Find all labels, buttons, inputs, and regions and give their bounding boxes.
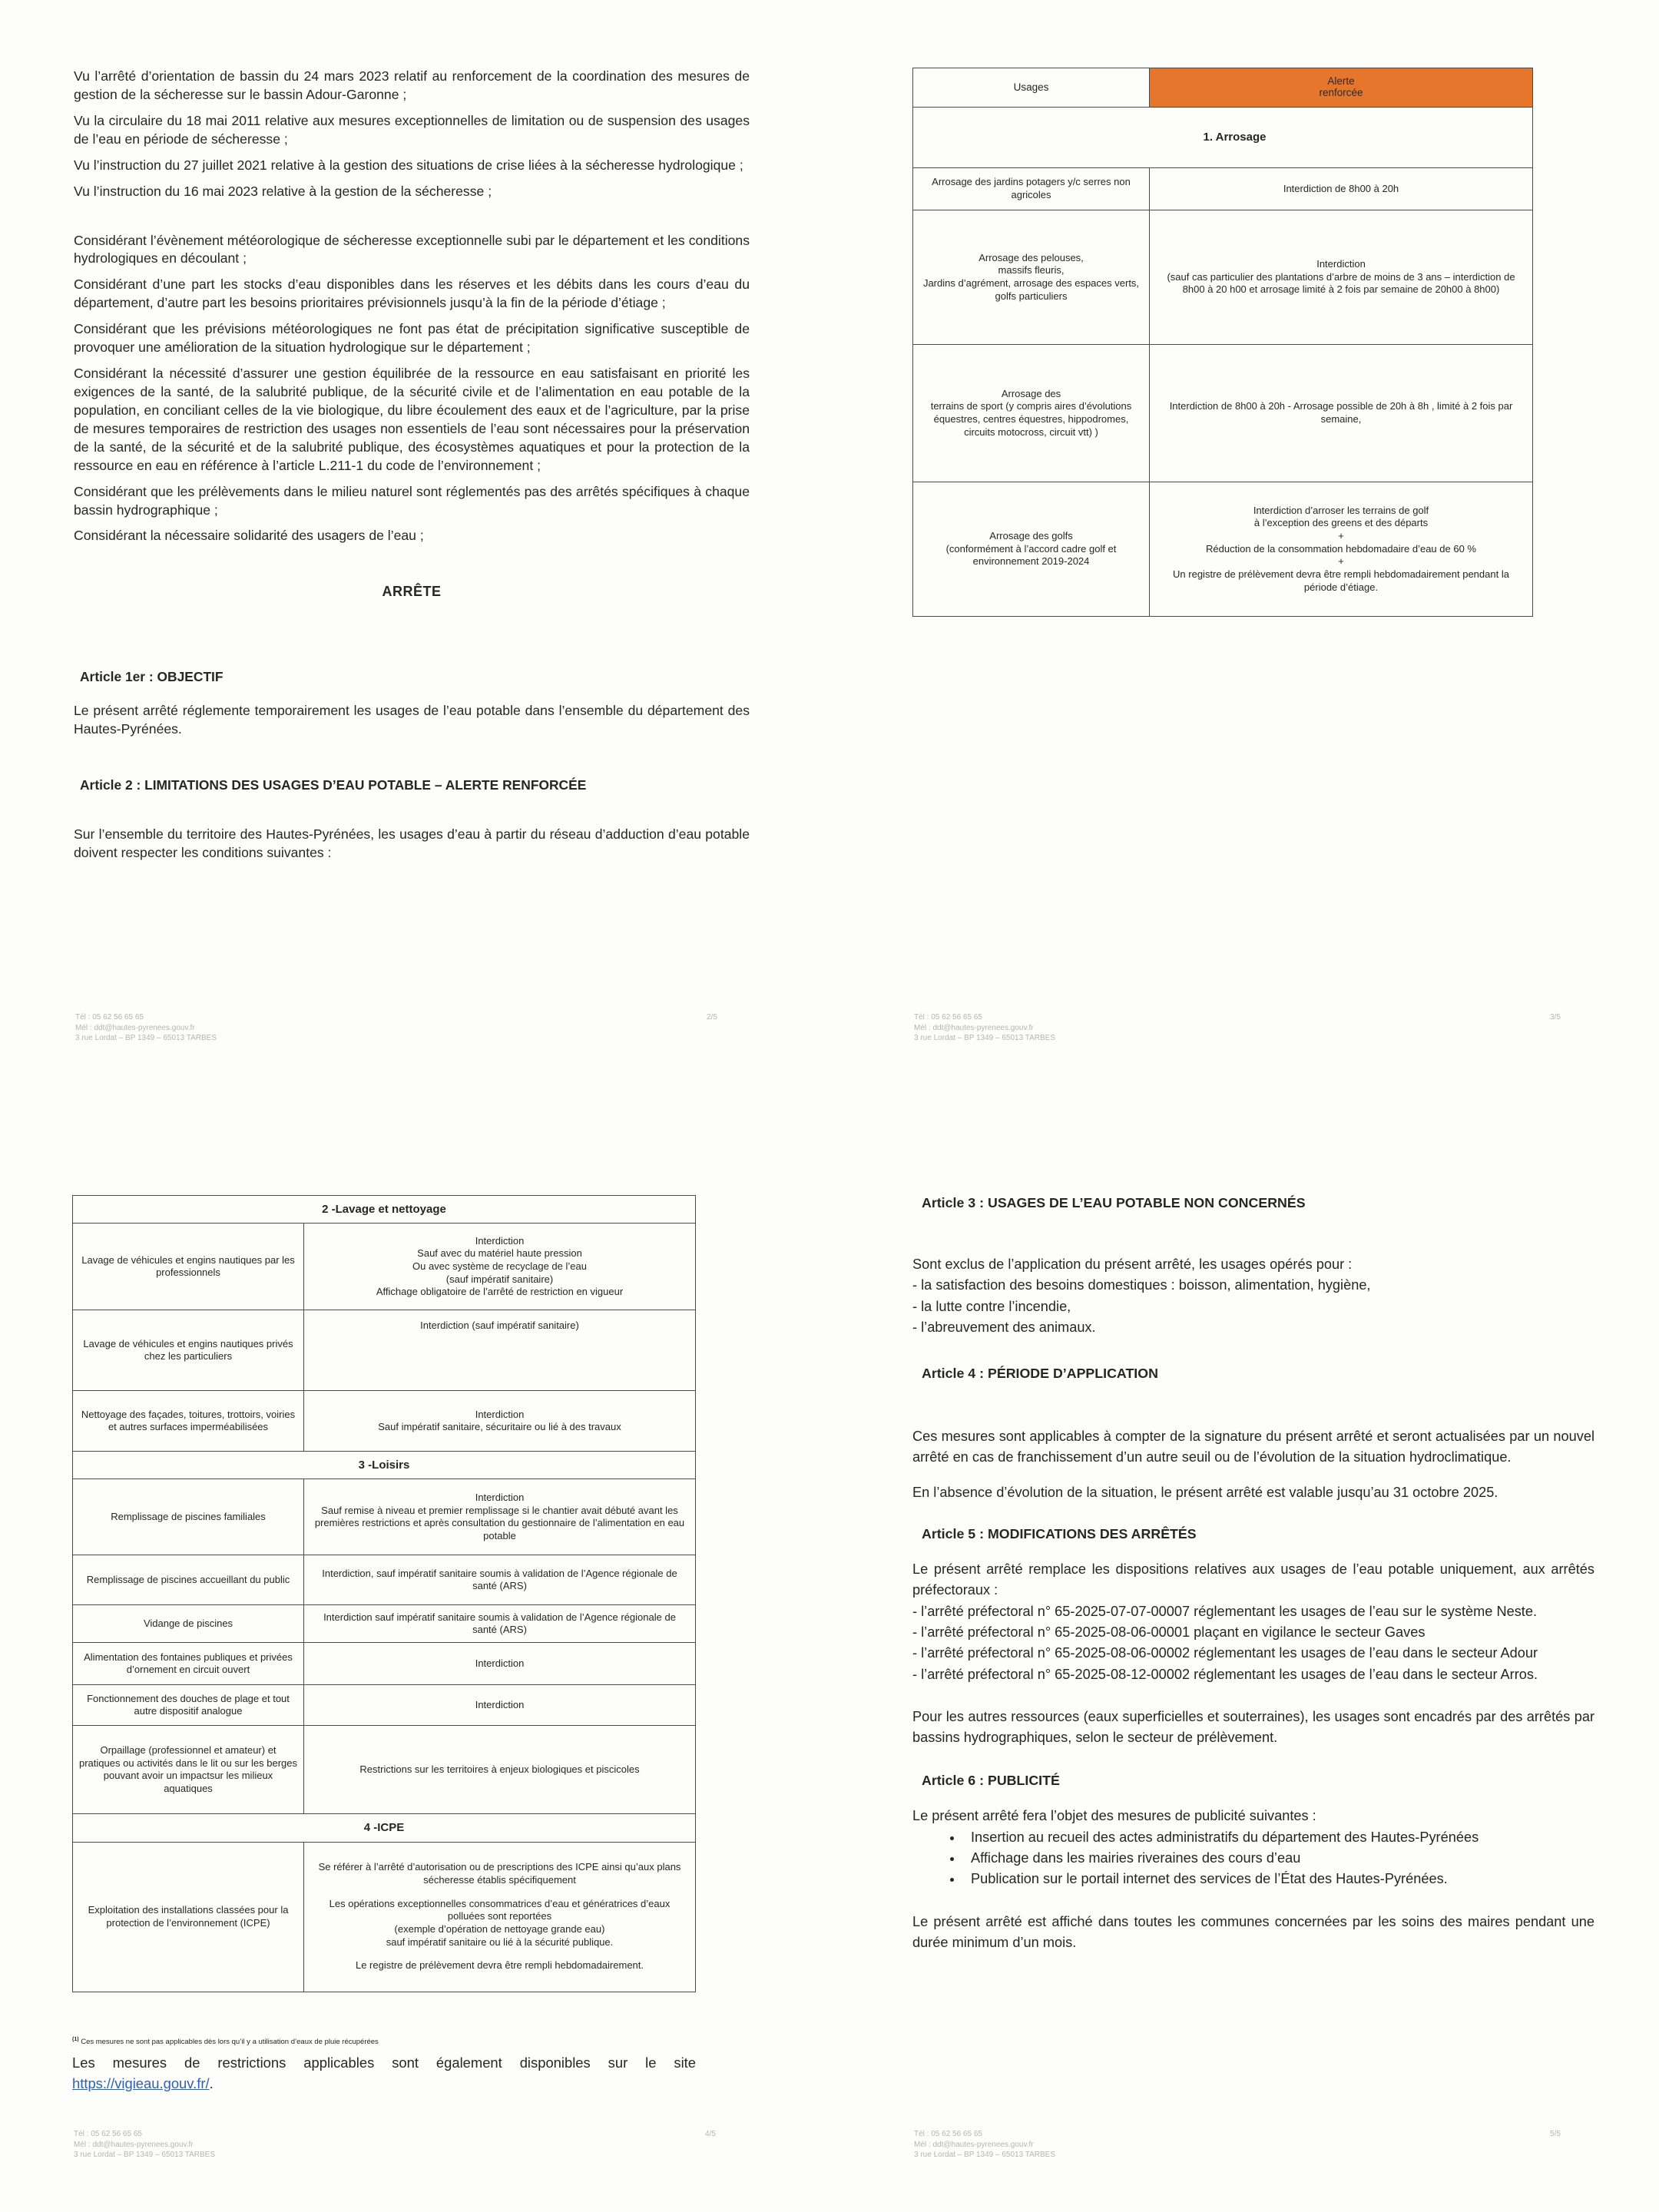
page-2-of-5 — [74, 68, 750, 863]
table-row — [73, 1605, 696, 1643]
rule-cell: Interdiction Sauf avec du matériel haute pression Ou avec système de recyclage de l’eau (sauf impératif sanitaire) Affichage obligatoire de l’arrêté de restriction en vigueur — [304, 1224, 696, 1310]
footer-email: Mél : ddt@hautes-pyrenees.gouv.fr — [914, 2140, 1034, 2149]
usage-cell: Orpaillage (professionnel et amateur) et pratiques ou activités dans le lit ou sur les berges pouvant avoir un impactsur les milieux aquatiques — [73, 1726, 304, 1814]
table-header-row — [913, 68, 1533, 108]
rule-cell: Interdiction Sauf remise à niveau et premier remplissage si le chantier avait débuté avant les premières restrictions et après consultation du gestionnaire de l’alimentation en eau potable — [304, 1479, 696, 1555]
icpe-rule: Le registre de prélèvement devra être rempli hebdomadairement. — [355, 1959, 644, 1972]
article-1-text: Le présent arrêté réglemente temporairement les usages de l’eau potable dans l’ensemble du département des Hautes-Pyrénées. — [74, 703, 750, 737]
page-footer — [914, 2129, 1559, 2161]
list-item: • Publication sur le portail internet des services de l’État des Hautes-Pyrénées. — [963, 1869, 1594, 1889]
usage-cell: Lavage de véhicules et engins nautiques par les professionnels — [73, 1224, 304, 1310]
list-item: - l’arrêté préfectoral n° 65-2025-07-07-00007 réglementant les usages de l’eau sur le système Neste. — [912, 1603, 1538, 1619]
usage-cell: Arrosage des jardins potagers y/c serres non agricoles — [913, 168, 1150, 210]
footer-address: 3 rue Lordat – BP 1349 – 65013 TARBES — [74, 2151, 216, 2159]
rule-cell: Interdiction sauf impératif sanitaire soumis à validation de l’Agence régionale de santé (ARS) — [304, 1605, 696, 1643]
usage-cell: Arrosage des terrains de sport (y compris aires d’évolutions équestres, centres équestres, hippodromes, circuits motocross, circuit vtt) ) — [913, 345, 1150, 482]
article-5-title: Article 5 : MODIFICATIONS DES ARRÊTÉS — [922, 1526, 1197, 1542]
list-item: • Affichage dans les mairies riveraines des cours d’eau — [963, 1848, 1594, 1869]
icpe-rule: Se référer à l’arrêté d’autorisation ou de prescriptions des ICPE ainsi qu’aux plans sécheresse établis spécifiquement — [318, 1861, 681, 1886]
arrosage-restrictions-table — [912, 68, 1533, 617]
table-row — [73, 1391, 696, 1452]
section-arrosage: 1. Arrosage — [1150, 108, 1533, 168]
table-row — [73, 1842, 696, 1992]
page-5-of-5 — [912, 1195, 1594, 1953]
table-row — [73, 1685, 696, 1726]
usage-cell: Vidange de piscines — [73, 1605, 304, 1643]
footer-phone: Tél : 05 62 56 65 65 — [914, 2130, 982, 2138]
usage-cell: Lavage de véhicules et engins nautiques privés chez les particuliers — [73, 1310, 304, 1391]
list-item: - la satisfaction des besoins domestiques : boisson, alimentation, hygiène, — [912, 1277, 1371, 1293]
article-6-title: Article 6 : PUBLICITÉ — [922, 1773, 1060, 1789]
article-6-list — [912, 1827, 1594, 1890]
page-footer — [914, 1012, 1559, 1044]
section-icpe: 4 -ICPE — [73, 1814, 696, 1842]
usage-cell: Alimentation des fontaines publiques et privées d’ornement en circuit ouvert — [73, 1643, 304, 1685]
article-6-p2: Le présent arrêté est affiché dans toutes les communes concernées par les soins des maires pendant une durée minimum d’un mois. — [912, 1913, 1594, 1950]
usage-cell: Remplissage de piscines familiales — [73, 1479, 304, 1555]
header-alerte-renforcee — [1150, 68, 1533, 108]
considerant-clause: Considérant que les prévisions météorologiques ne font pas état de précipitation significative susceptible de provoquer une amélioration de la situation hydrologique sur le département ; — [74, 321, 750, 356]
article-5-intro: Le présent arrêté remplace les dispositions relatives aux usages de l’eau potable uniquement, aux arrêtés préfectoraux : — [912, 1561, 1594, 1598]
rule-cell: Interdiction d’arroser les terrains de golf à l’exception des greens et des départs + Réduction de la consommation hebdomadaire d’eau de 60 % + Un registre de prélèvement devra être rempli hebdomadairement pendant la période d’étiage. — [1150, 482, 1533, 617]
footer-phone: Tél : 05 62 56 65 65 — [74, 2130, 142, 2138]
alert-level-label: Alerte renforcée — [1319, 75, 1363, 98]
considerant-clause: Considérant la nécessaire solidarité des usagers de l’eau ; — [74, 528, 424, 544]
closing-paragraph: Les mesures de restrictions applicables sont également disponibles sur le site https://vigieau.gouv.fr/. — [72, 2054, 696, 2092]
considerant-clause: Considérant l’évènement météorologique de sécheresse exceptionnelle subi par le département et les conditions hydrologiques en découlant ; — [74, 232, 750, 267]
page-3-of-5 — [912, 68, 1533, 617]
article-1-title: Article 1er : OBJECTIF — [80, 669, 224, 685]
list-item: • Insertion au recueil des actes administratifs du département des Hautes-Pyrénées — [963, 1827, 1594, 1848]
rule-cell: Interdiction (sauf cas particulier des plantations d’arbre de moins de 3 ans – interdiction de 8h00 à 20 h00 et arrosage limité à 2 fois par semaine de 20h00 à 8h00) — [1150, 210, 1533, 345]
footnote-text: Ces mesures ne sont pas applicables dès lors qu’il y a utilisation d’eaux de pluie récupérées — [81, 2037, 379, 2046]
section-lavage-nettoyage: 2 -Lavage et nettoyage — [73, 1196, 696, 1224]
table-row — [73, 1224, 696, 1310]
page-number: 4/5 — [705, 2130, 716, 2138]
section-row — [73, 1452, 696, 1479]
usage-cell: Arrosage des pelouses, massifs fleuris, Jardins d’agrément, arrosage des espaces verts, golfs particuliers — [913, 210, 1150, 345]
section-row — [73, 1814, 696, 1842]
article-3-intro: Sont exclus de l’application du présent arrêté, les usages opérés pour : — [912, 1257, 1353, 1272]
footer-email: Mél : ddt@hautes-pyrenees.gouv.fr — [914, 1023, 1034, 1032]
page-number: 5/5 — [1550, 2130, 1561, 2138]
article-5-list — [912, 1601, 1594, 1685]
page-number: 2/5 — [707, 1013, 717, 1022]
rule-cell: Interdiction — [304, 1685, 696, 1726]
article-3-list — [912, 1275, 1594, 1338]
vu-clauses — [74, 68, 750, 201]
closing-text: Les mesures de restrictions applicables sont également disponibles sur le site — [72, 2054, 696, 2071]
page-4-of-5 — [72, 1195, 696, 2094]
page-footer — [75, 1012, 720, 1044]
vigieau-link[interactable]: https://vigieau.gouv.fr/ — [72, 2075, 210, 2092]
page-number: 3/5 — [1550, 1013, 1561, 1022]
footer-email: Mél : ddt@hautes-pyrenees.gouv.fr — [74, 2140, 194, 2149]
considerant-clause: Considérant d’une part les stocks d’eau disponibles dans les réserves et les débits dans les cours d’eau du département, d’autre part les besoins prioritaires prévisionnels jusqu’à la fin de la période d’étiage ; — [74, 276, 750, 311]
rule-cell: Interdiction de 8h00 à 20h - Arrosage possible de 20h à 8h , limité à 2 fois par semaine, — [1150, 345, 1533, 482]
footer-email: Mél : ddt@hautes-pyrenees.gouv.fr — [75, 1023, 195, 1032]
header-usages: Usages — [913, 68, 1150, 108]
article-3-title: Article 3 : USAGES DE L’EAU POTABLE NON CONCERNÉS — [922, 1195, 1306, 1210]
vu-clause: Vu l’arrêté d’orientation de bassin du 24 mars 2023 relatif au renforcement de la coordination des mesures de gestion de la sécheresse sur le bassin Adour-Garonne ; — [74, 68, 750, 102]
arrete-heading: ARRÊTE — [382, 584, 442, 600]
page-footer — [74, 2129, 719, 2161]
article-4-title: Article 4 : PÉRIODE D’APPLICATION — [922, 1366, 1158, 1382]
rule-cell: Interdiction (sauf impératif sanitaire) — [304, 1310, 696, 1391]
article-6-intro: Le présent arrêté fera l’objet des mesures de publicité suivantes : — [912, 1808, 1316, 1824]
vu-clause: Vu la circulaire du 18 mai 2011 relative aux mesures exceptionnelles de limitation ou de suspension des usages de l’eau en période de sécheresse ; — [74, 112, 750, 147]
rule-cell: Restrictions sur les territoires à enjeux biologiques et piscicoles — [304, 1726, 696, 1814]
table-row — [913, 482, 1533, 617]
list-item: - l’abreuvement des animaux. — [912, 1319, 1096, 1335]
vu-clause: Vu l’instruction du 27 juillet 2021 relative à la gestion des situations de crise liées à la sécheresse hydrologique ; — [74, 157, 743, 173]
considerant-clause: Considérant la nécessité d’assurer une gestion équilibrée de la ressource en eau satisfaisant en priorité les exigences de la santé, de la salubrité publique, de la sécurité civile et de l’alimentation en eau potable de la population, en conciliant celles de la vie biologique, du libre écoulement des eaux et de l’agriculture, par la prise de mesures temporaires de restriction des usages non essentiels de l’eau sont nécessaires pour la préservation de la santé, de la sécurité et de la salubrité publique, des écosystèmes aquatiques et pour la protection de la ressource en eau en référence à l’article L.211-1 du code de l’environnement ; — [74, 366, 750, 473]
list-item: - l’arrêté préfectoral n° 65-2025-08-06-00001 plaçant en vigilance le secteur Gaves — [912, 1624, 1426, 1640]
rule-cell: Interdiction Sauf impératif sanitaire, sécuritaire ou lié à des travaux — [304, 1391, 696, 1452]
table-row — [913, 168, 1533, 210]
usage-cell: Nettoyage des façades, toitures, trottoirs, voiries et autres surfaces imperméabilisées — [73, 1391, 304, 1452]
usages-restrictions-table — [72, 1195, 696, 1992]
footer-phone: Tél : 05 62 56 65 65 — [75, 1013, 144, 1022]
table-row — [73, 1726, 696, 1814]
usage-cell: Remplissage de piscines accueillant du public — [73, 1555, 304, 1605]
usage-cell: Exploitation des installations classées pour la protection de l’environnement (ICPE) — [73, 1842, 304, 1992]
section-row — [73, 1196, 696, 1224]
article-5-p2: Pour les autres ressources (eaux superficielles et souterraines), les usages sont encadrés par des arrêtés par bassins hydrographiques, selon le secteur de prélèvement. — [912, 1708, 1594, 1746]
considerant-clauses — [74, 232, 750, 546]
rule-cell: Interdiction, sauf impératif sanitaire soumis à validation de l’Agence régionale de santé (ARS) — [304, 1555, 696, 1605]
list-item: - l’arrêté préfectoral n° 65-2025-08-12-00002 réglementant les usages de l’eau dans le secteur Arros. — [912, 1666, 1538, 1682]
table-row — [73, 1555, 696, 1605]
footer-address: 3 rue Lordat – BP 1349 – 65013 TARBES — [914, 2151, 1056, 2159]
list-item: - la lutte contre l’incendie, — [912, 1298, 1071, 1314]
rule-cell — [304, 1842, 696, 1992]
table-row — [913, 210, 1533, 345]
table-row — [73, 1479, 696, 1555]
footnote-mark: (1) — [72, 2036, 79, 2042]
considerant-clause: Considérant que les prélèvements dans le milieu naturel sont réglementés pas des arrêtés spécifiques à chaque bassin hydrographique ; — [74, 483, 750, 518]
article-4-p2: En l’absence d’évolution de la situation, le présent arrêté est valable jusqu’au 31 octobre 2025. — [912, 1484, 1498, 1500]
list-item: - l’arrêté préfectoral n° 65-2025-08-06-00002 réglementant les usages de l’eau dans le secteur Adour — [912, 1645, 1538, 1661]
article-2-text: Sur l’ensemble du territoire des Hautes-Pyrénées, les usages d’eau à partir du réseau d’adduction d’eau potable doivent respecter les conditions suivantes : — [74, 826, 750, 861]
footer-address: 3 rue Lordat – BP 1349 – 65013 TARBES — [914, 1034, 1056, 1042]
footnote — [72, 2037, 696, 2046]
table-row — [913, 345, 1533, 482]
table-row — [73, 1310, 696, 1391]
rule-cell: Interdiction de 8h00 à 20h — [1150, 168, 1533, 210]
icpe-rule: Les opérations exceptionnelles consommatrices d’eau et génératrices d’eaux polluées sont reportées (exemple d’opération de nettoyage grande eau) sauf impératif sanitaire ou lié à la sécurité publique. — [329, 1897, 671, 1948]
article-2-title: Article 2 : LIMITATIONS DES USAGES D’EAU POTABLE – ALERTE RENFORCÉE — [80, 777, 587, 793]
footer-phone: Tél : 05 62 56 65 65 — [914, 1013, 982, 1022]
rule-cell: Interdiction — [304, 1643, 696, 1685]
section-loisirs: 3 -Loisirs — [73, 1452, 696, 1479]
usage-cell: Arrosage des golfs (conformément à l’accord cadre golf et environnement 2019-2024 — [913, 482, 1150, 617]
usage-cell: Fonctionnement des douches de plage et tout autre dispositif analogue — [73, 1685, 304, 1726]
footer-address: 3 rue Lordat – BP 1349 – 65013 TARBES — [75, 1034, 217, 1042]
table-row — [73, 1643, 696, 1685]
article-4-p1: Ces mesures sont applicables à compter de la signature du présent arrêté et seront actualisées par un nouvel arrêté en cas de franchissement d’un autre seuil ou de l’évolution de la situation hydroclimatique. — [912, 1429, 1594, 1465]
vu-clause: Vu l’instruction du 16 mai 2023 relative à la gestion de la sécheresse ; — [74, 183, 492, 199]
